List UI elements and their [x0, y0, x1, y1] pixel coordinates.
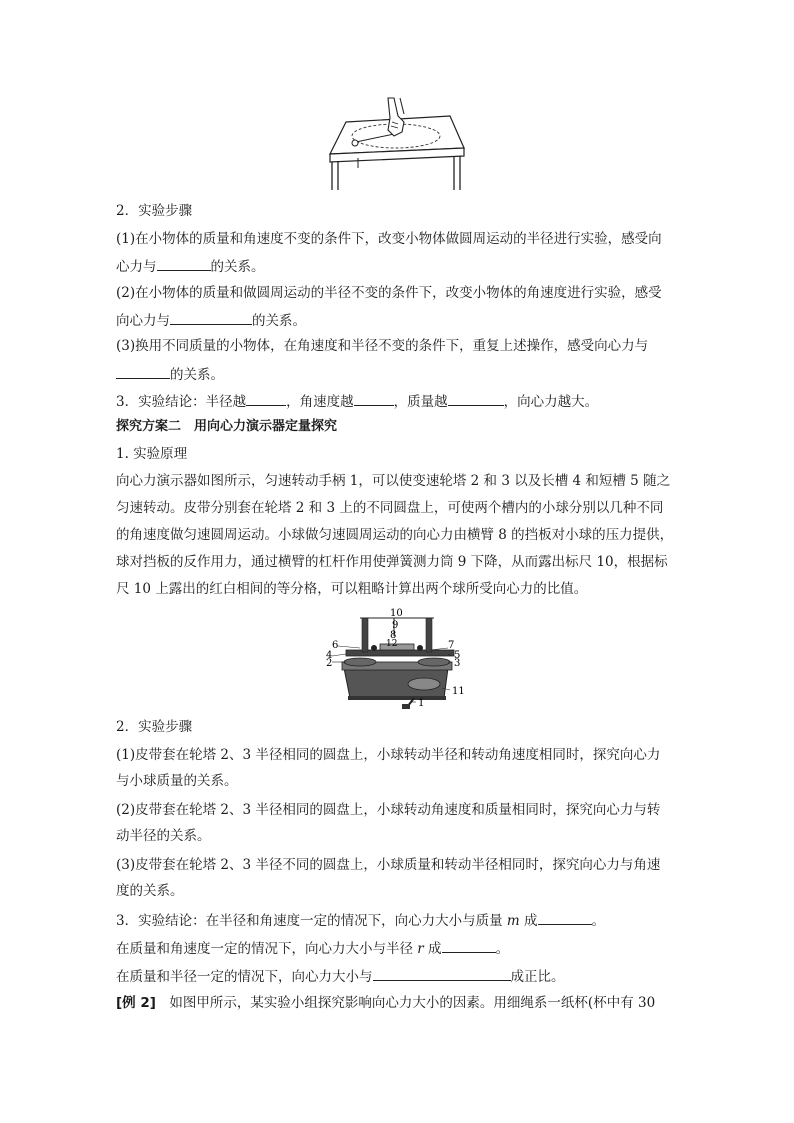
section2-steps-heading: 2．实验步骤 — [116, 719, 193, 735]
label-3: 3 — [454, 658, 461, 669]
label-11: 11 — [452, 686, 465, 697]
label-12: 12 — [386, 639, 398, 649]
label-10: 10 — [390, 608, 403, 619]
text-fragment: 。 — [591, 913, 605, 929]
principle-line: 向心力演示器如图所示，匀速转动手柄 1，可以使变速轮塔 2 和 3 以及长槽 4 和短槽 5 随之 — [116, 473, 671, 489]
example-text: 如图甲所示，某实验小组探究影响向心力大小的因素。用细绳系一纸杯(杯中有 30 — [155, 995, 656, 1011]
label-7: 7 — [448, 640, 455, 651]
section2-step1-line1: (1)皮带套在轮塔 2、3 半径相同的圆盘上，小球转动半径和转动角速度相同时，探究向心力 — [116, 747, 661, 763]
label-8: 8 — [390, 630, 397, 641]
section1-step2-line1: (2)在小物体的质量和做圆周运动的半径不变的条件下，改变小物体的角速度进行实验，感受 — [116, 285, 662, 301]
fill-blank[interactable] — [116, 364, 170, 379]
text-fragment: 。 — [495, 941, 510, 957]
section1-step1-line2 — [116, 256, 265, 276]
section2-conclusion3 — [116, 966, 565, 986]
section2-conclusion2 — [116, 938, 509, 958]
label-6: 6 — [332, 640, 339, 651]
variable-r: r — [417, 941, 424, 957]
section1-step1-line1: (1)在小物体的质量和角速度不变的条件下，改变小物体做圆周运动的半径进行实验，感受向 — [116, 231, 662, 247]
section2-step1-line2: 与小球质量的关系。 — [116, 773, 238, 789]
text-fragment: 3．实验结论：半径越 — [116, 394, 247, 410]
section1-step2-line2 — [116, 310, 306, 330]
text-fragment: ，角速度越 — [286, 394, 354, 410]
fill-blank[interactable] — [442, 938, 496, 953]
text-fragment: 的关系。 — [210, 259, 265, 275]
principle-line: 尺 10 上露出的红白相间的等分格，可以粗略计算出两个球所受向心力的比值。 — [116, 581, 588, 597]
label-4: 4 — [326, 650, 333, 661]
section2-step2-line1: (2)皮带套在轮塔 2、3 半径相同的圆盘上，小球转动角速度和质量相同时，探究向心力与转 — [116, 802, 661, 818]
section2-step3-line1: (3)皮带套在轮塔 2、3 半径不同的圆盘上，小球质量和转动半径相同时，探究向心力与角速 — [116, 857, 661, 873]
example-tag: [例 2] — [116, 995, 156, 1011]
section2-step3-line2: 度的关系。 — [116, 883, 184, 899]
label-5: 5 — [454, 650, 461, 661]
fill-blank[interactable] — [170, 310, 252, 325]
label-2: 2 — [326, 658, 333, 669]
centripetal-force-apparatus-figure — [324, 606, 470, 710]
text-fragment: ，质量越 — [393, 394, 448, 410]
section1-conclusion — [116, 391, 598, 411]
text-fragment: 心力与 — [116, 259, 157, 275]
section1-step3-line2 — [116, 364, 224, 384]
text-fragment: 3．实验结论：在半径和角速度一定的情况下，向心力大小与质量 — [116, 913, 507, 929]
section2-principle-heading: 1. 实验原理 — [116, 446, 188, 462]
text-fragment: 在质量和角速度一定的情况下，向心力大小与半径 — [116, 941, 418, 957]
example-2 — [116, 994, 655, 1012]
section1-step3-line1: (3)换用不同质量的小物体，在角速度和半径不变的条件下，重复上述操作，感受向心力与 — [116, 338, 649, 354]
label-1: 1 — [418, 698, 425, 709]
text-fragment: 成正比。 — [510, 969, 565, 985]
variable-m: m — [506, 913, 520, 929]
principle-line: 球对挡板的反作用力，通过横臂的杠杆作用使弹簧测力筒 9 下降，从而露出标尺 10，根据标 — [116, 554, 668, 570]
text-fragment: 成 — [519, 913, 538, 929]
section2-step2-line2: 动半径的关系。 — [116, 828, 211, 844]
section2-heading: 探究方案二 用向心力演示器定量探究 — [116, 419, 338, 434]
fill-blank[interactable] — [448, 391, 504, 406]
section2-conclusion1 — [116, 910, 605, 930]
fill-blank[interactable] — [354, 391, 394, 406]
label-9: 9 — [392, 620, 399, 631]
text-fragment: 在质量和半径一定的情况下，向心力大小与 — [116, 969, 373, 985]
text-fragment: ，向心力越大。 — [503, 394, 599, 410]
table-hand-figure — [328, 96, 468, 192]
principle-line: 匀速转动。皮带分别套在轮塔 2 和 3 上的不同圆盘上，可使两个槽内的小球分别以几种不同 — [116, 500, 664, 516]
fill-blank[interactable] — [373, 966, 511, 981]
text-fragment: 的关系。 — [170, 367, 224, 383]
text-fragment: 向心力与 — [116, 313, 170, 329]
section1-steps-heading: 2．实验步骤 — [116, 203, 193, 219]
fill-blank[interactable] — [246, 391, 286, 406]
principle-line: 的角速度做匀速圆周运动。小球做匀速圆周运动的向心力由横臂 8 的挡板对小球的压力提供， — [116, 527, 674, 543]
text-fragment: 的关系。 — [252, 313, 306, 329]
text-fragment: 成 — [423, 941, 442, 957]
fill-blank[interactable] — [538, 910, 592, 925]
fill-blank[interactable] — [157, 256, 211, 271]
